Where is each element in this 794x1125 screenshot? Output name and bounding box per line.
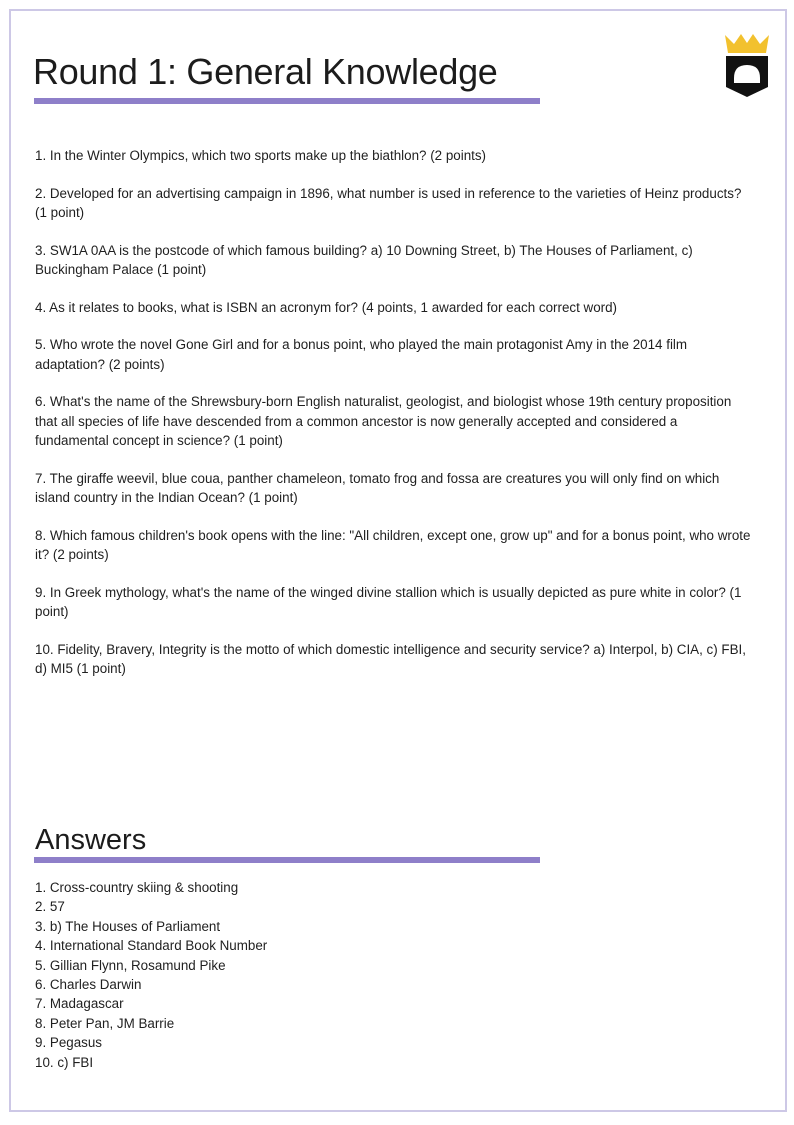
title-underline: [34, 98, 540, 104]
answer-list: [35, 878, 267, 1072]
question-item: 1. In the Winter Olympics, which two sports make up the biathlon? (2 points): [35, 148, 487, 163]
crown-shield-icon: [722, 31, 772, 99]
answer-item: 1. Cross-country skiing & shooting: [35, 880, 239, 895]
question-item: 3. SW1A 0AA is the postcode of which famous building? a) 10 Downing Street, b) The Houses of Parliament, c) Buckingham Palace (1 point): [35, 242, 693, 277]
answer-item: 10. c) FBI: [35, 1054, 94, 1070]
answer-item: 7. Madagascar: [35, 996, 124, 1012]
question-item: 10. Fidelity, Bravery, Integrity is the motto of which domestic intelligence and security service? a) Interpol, b) CIA, c) FBI, d) MI5 (1 point): [35, 641, 746, 676]
answers-underline: [34, 857, 540, 863]
answer-item: 8. Peter Pan, JM Barrie: [35, 1015, 175, 1031]
question-item: 8. Which famous children's book opens with the line: "All children, except one, grow up" and for a bonus point, who wrote it? (2 points): [35, 527, 751, 562]
question-item: 9. In Greek mythology, what's the name of the winged divine stallion which is usually depicted as pure white in color? (1 point): [35, 584, 742, 619]
answer-item: 5. Gillian Flynn, Rosamund Pike: [35, 957, 226, 973]
answer-item: 9. Pegasus: [35, 1035, 102, 1051]
answer-item: 3. b) The Houses of Parliament: [35, 918, 221, 934]
answers-heading: Answers: [35, 824, 147, 856]
answer-item: 2. 57: [35, 899, 65, 915]
question-item: 5. Who wrote the novel Gone Girl and for a bonus point, who played the main protagonist Amy in the 2014 film adaptation? (2 points): [35, 337, 688, 372]
answer-item: 4. International Standard Book Number: [35, 938, 268, 954]
question-list: [35, 146, 753, 679]
question-item: 6. What's the name of the Shrewsbury-born English naturalist, geologist, and biologist whose 19th century proposition that all species of life have descended from a common ancestor is now generally accepted and considered a fundamental concept in science? (1 point): [35, 394, 732, 448]
question-item: 7. The giraffe weevil, blue coua, panther chameleon, tomato frog and fossa are creatures you will only find on which island country in the Indian Ocean? (1 point): [35, 470, 720, 505]
question-item: 4. As it relates to books, what is ISBN an acronym for? (4 points, 1 awarded for each correct word): [35, 299, 618, 315]
answer-item: 6. Charles Darwin: [35, 977, 142, 993]
question-item: 2. Developed for an advertising campaign in 1896, what number is used in reference to the varieties of Heinz products? (1 point): [35, 185, 742, 220]
page-title: Round 1: General Knowledge: [33, 51, 498, 92]
